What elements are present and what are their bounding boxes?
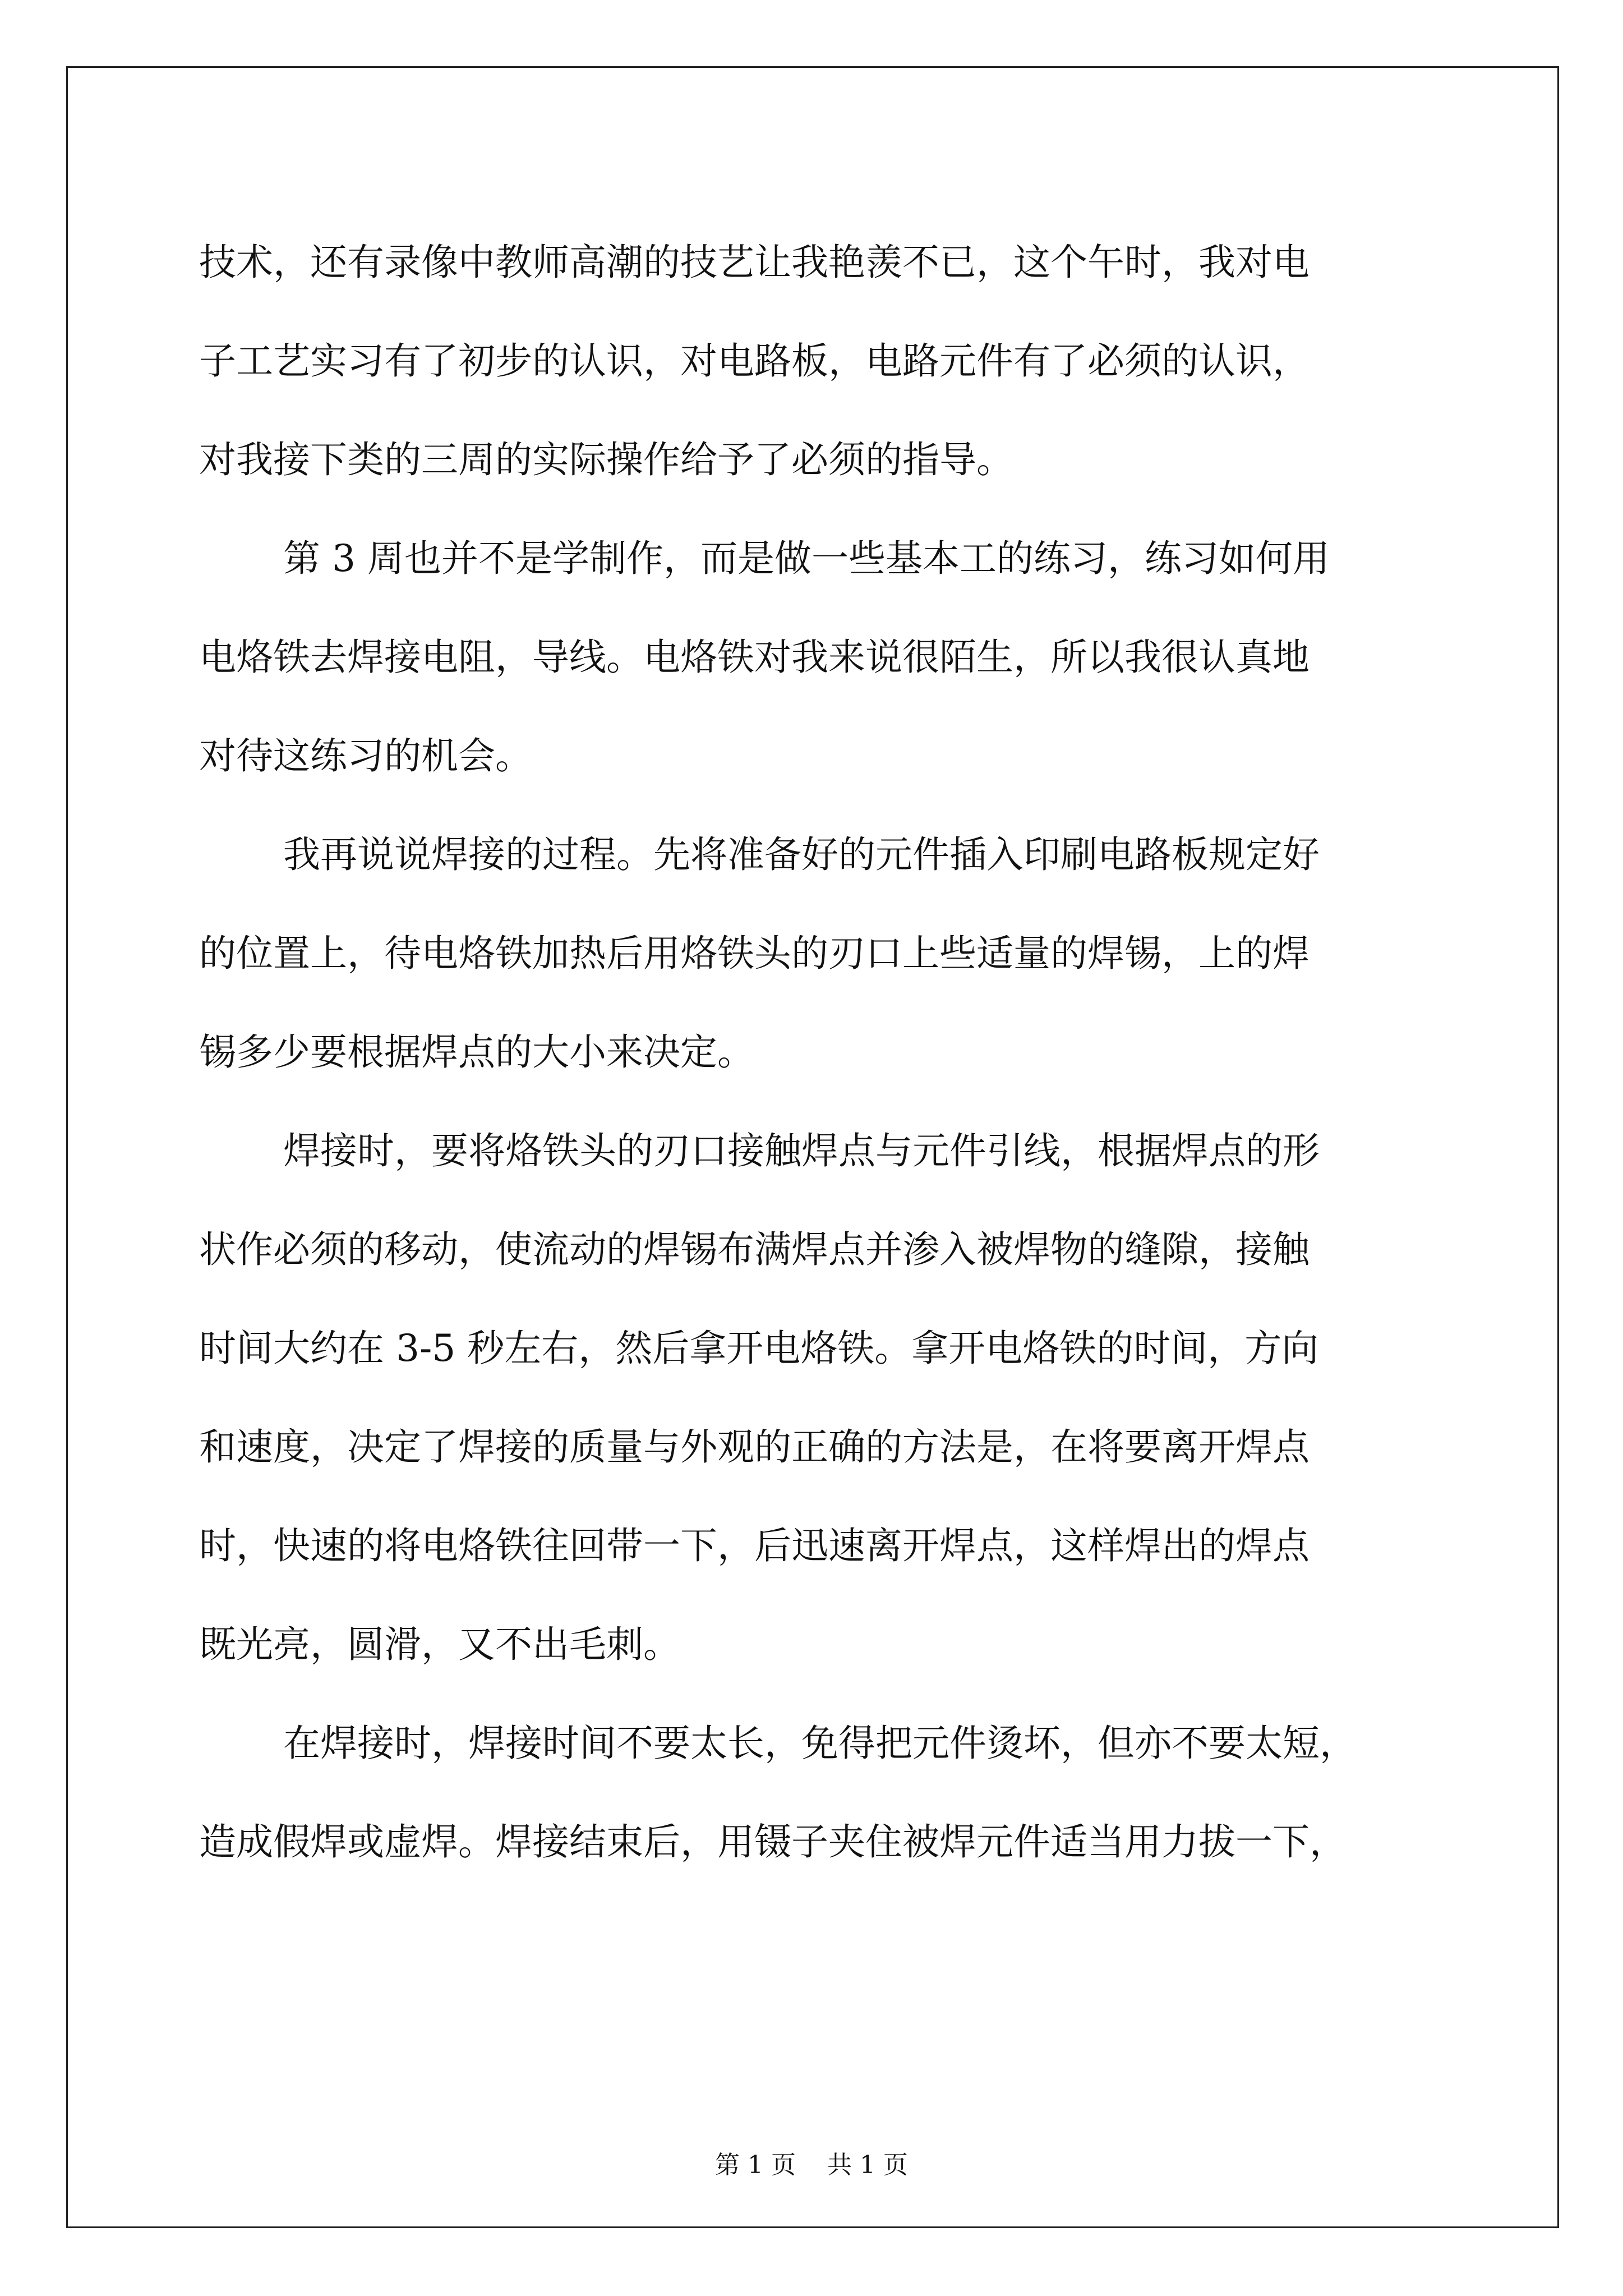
body-line-5: 电烙铁去焊接电阻，导线。电烙铁对我来说很陌生，所以我很认真地: [199, 636, 1310, 679]
body-line-13: 和速度，决定了焊接的质量与外观的正确的方法是，在将要离开焊点: [199, 1425, 1310, 1469]
body-line-12: 时间大约在 3-5 秒左右，然后拿开电烙铁。拿开电烙铁的时间，方向: [199, 1327, 1319, 1370]
body-line-11: 状作必须的移动，使流动的焊锡布满焊点并渗入被焊物的缝隙，接触: [199, 1228, 1310, 1271]
document-body: [199, 213, 1427, 1892]
page-footer: 第 1 页 共 1 页: [715, 2151, 908, 2179]
body-line-3: 对我接下类的三周的实际操作给予了必须的指导。: [199, 438, 1013, 481]
body-line-6: 对待这练习的机会。: [199, 734, 532, 777]
body-line-7: 我再说说焊接的过程。先将准备好的元件插入印刷电路板规定好: [283, 833, 1320, 876]
body-line-10: 焊接时，要将烙铁头的刃口接触焊点与元件引线，根据焊点的形: [283, 1129, 1320, 1172]
body-line-14: 时，快速的将电烙铁往回带一下，后迅速离开焊点，这样焊出的焊点: [199, 1524, 1310, 1567]
body-line-16: 在焊接时，焊接时间不要太长，免得把元件烫坏，但亦不要太短，: [283, 1722, 1357, 1765]
body-line-8: 的位置上，待电烙铁加热后用烙铁头的刃口上些适量的焊锡，上的焊: [199, 932, 1310, 975]
body-line-15: 既光亮，圆滑，又不出毛刺。: [199, 1623, 680, 1666]
body-line-17: 造成假焊或虚焊。焊接结束后，用镊子夹住被焊元件适当用力拔一下，: [199, 1820, 1347, 1864]
body-line-4: 第 3 周也并不是学制作，而是做一些基本工的练习，练习如何用: [283, 537, 1330, 580]
body-line-2: 子工艺实习有了初步的认识，对电路板，电路元件有了必须的认识，: [199, 339, 1310, 383]
body-line-1: 技术，还有录像中教师高潮的技艺让我艳羡不已，这个午时，我对电: [199, 241, 1310, 284]
body-line-9: 锡多少要根据焊点的大小来决定。: [199, 1030, 754, 1074]
